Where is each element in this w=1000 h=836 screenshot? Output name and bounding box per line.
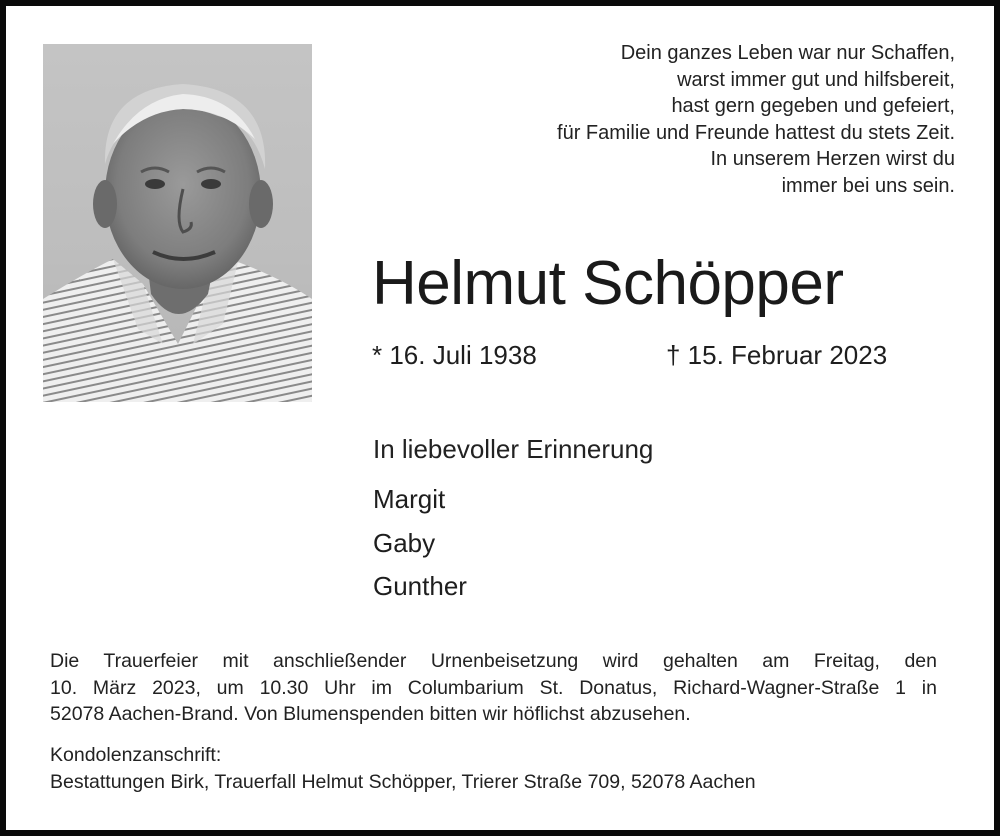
ceremony-line: 52078 Aachen-Brand. Von Blumenspenden bitten wir höflichst abzusehen. bbox=[50, 703, 691, 725]
mourner-name: Gaby bbox=[373, 527, 436, 558]
portrait-photo bbox=[43, 44, 312, 402]
death-date: † 15. Februar 2023 bbox=[666, 340, 888, 370]
poem-line: In unserem Herzen wirst du bbox=[710, 148, 955, 170]
memory-line: In liebevoller Erinnerung bbox=[373, 434, 654, 464]
ceremony-details bbox=[50, 648, 937, 728]
deceased-name: Helmut Schöpper bbox=[372, 249, 844, 318]
poem-line: für Familie und Freunde hattest du stets Zeit. bbox=[557, 121, 955, 144]
poem-line: immer bei uns sein. bbox=[781, 174, 955, 197]
poem-line: warst immer gut und hilfsbereit, bbox=[677, 68, 955, 91]
condolence-address: Bestattungen Birk, Trauerfall Helmut Schöpper, Trierer Straße 709, 52078 Aachen bbox=[50, 771, 756, 793]
mourner-name: Margit bbox=[373, 484, 446, 514]
poem-line: hast gern gegeben und gefeiert, bbox=[671, 95, 955, 117]
mourner-name: Gunther bbox=[373, 571, 467, 601]
ceremony-line: Die Trauerfeier mit anschließender Urnenbeisetzung wird gehalten am Freitag, den bbox=[50, 650, 937, 672]
mourners-list bbox=[373, 478, 467, 609]
birth-date: * 16. Juli 1938 bbox=[372, 340, 537, 370]
poem bbox=[557, 40, 955, 199]
ceremony-line: 10. März 2023, um 10.30 Uhr im Columbarium St. Donatus, Richard-Wagner-Straße 1 in bbox=[50, 676, 937, 699]
portrait-illustration bbox=[43, 44, 312, 402]
condolence-label: Kondolenzanschrift: bbox=[50, 744, 222, 766]
poem-line: Dein ganzes Leben war nur Schaffen, bbox=[620, 42, 955, 64]
